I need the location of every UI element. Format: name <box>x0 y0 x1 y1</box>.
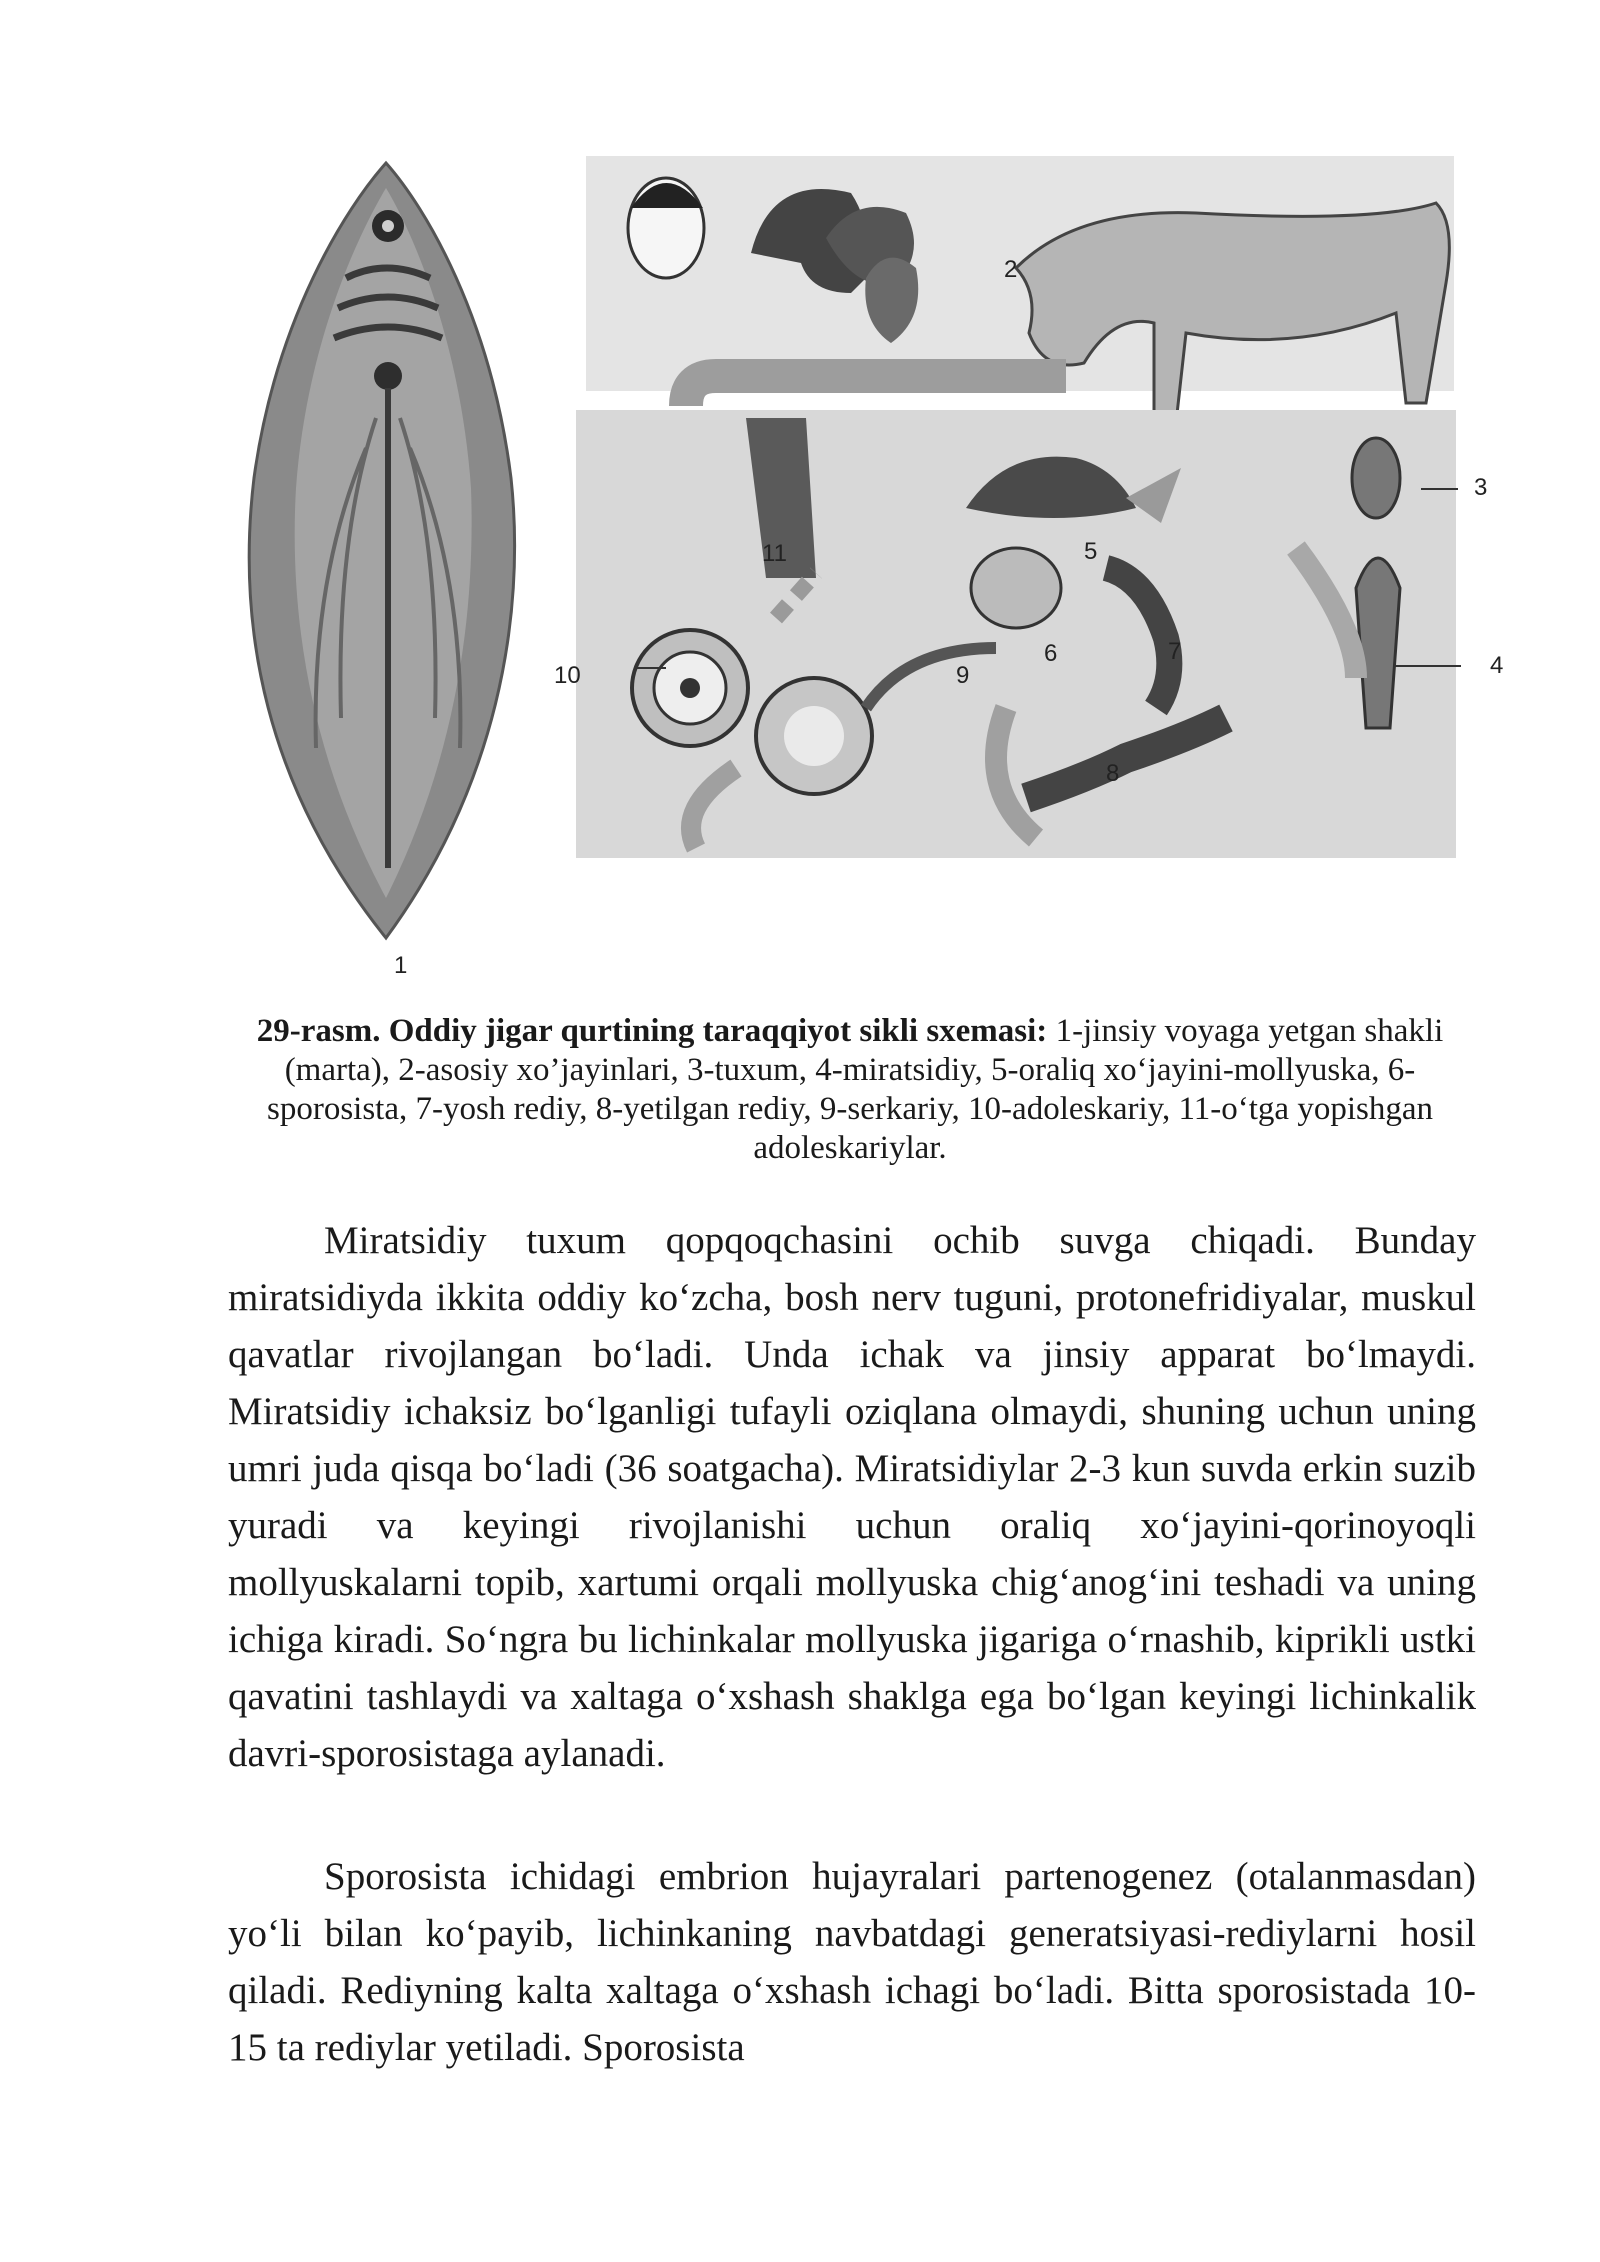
label-9: 9 <box>956 662 970 689</box>
figure-caption <box>226 1012 1474 1168</box>
life-cycle-illustration <box>226 148 1466 978</box>
cycle-panel <box>576 410 1456 858</box>
label-6: 6 <box>1044 640 1058 667</box>
label-10: 10 <box>554 662 581 689</box>
label-7: 7 <box>1168 638 1182 665</box>
hosts-panel <box>586 156 1454 423</box>
label-8: 8 <box>1106 760 1120 787</box>
life-cycle-figure <box>226 148 1504 979</box>
paragraph-2 <box>228 1848 1476 2076</box>
label-1: 1 <box>394 952 408 979</box>
paragraph-1 <box>228 1212 1476 1782</box>
paragraph-2-text: Sporosista ichidagi embrion hujayralari partenogenez (otalanmasdan) yo‘li bilan ko‘payib, lichinkaning navbatdagi generatsiyasi-rediylarni hosil qiladi. Rediyning kalta xaltaga o‘xshash ichagi bo‘ladi. Bitta sporosistada 10-15 ta rediylar yetiladi. Sporosista <box>228 1855 1476 2069</box>
caption-title: 29-rasm. Oddiy jigar qurtining taraqqiyot sikli sxemasi: <box>256 1013 1048 1049</box>
paragraph-1-text: Miratsidiy tuxum qopqoqchasini ochib suvga chiqadi. Bunday miratsidiyda ikkita oddiy ko‘zcha, bosh nerv tuguni, protonefridiyalar, muskul qavatlar rivojlangan bo‘ladi. Unda ichak va jinsiy apparat bo‘lmaydi. Miratsidiy ichaksiz bo‘lganligi tufayli oziqlana olmaydi, shuning uchun uning umri juda qisqa bo‘ladi (36 soatgacha). Miratsidiylar 2-3 kun suvda erkin suzib yuradi va keyingi rivojlanishi uchun oraliq xo‘jayini-qorinoyoqli mollyuskalarni topib, xartumi orqali mollyuska chig‘anog‘ini teshadi va uning ichiga kiradi. So‘ngra bu lichinkalar mollyuska jigariga o‘rnashib, kiprikli ustki qavatini tashlaydi va xaltaga o‘xshash shaklga ega bo‘lgan keyingi lichinkalik davri-sporosistaga aylanadi. <box>228 1219 1476 1775</box>
adult-fluke-drawing <box>249 163 514 938</box>
caption-legend: 1-jinsiy voyaga yetgan shakli (marta), 2-asosiy xo’jayinlari, 3-tuxum, 4-miratsidiy, 5-oraliq xo‘jayini-mollyuska, 6-sporosista, 7-yosh rediy, 8-yetilgan rediy, 9-serkariy, 10-adoleskariy, 11-o‘tga yopishgan adoleskariylar. <box>266 1013 1444 1166</box>
label-11: 11 <box>762 540 787 567</box>
label-4: 4 <box>1490 652 1504 679</box>
label-3: 3 <box>1474 474 1488 501</box>
label-5: 5 <box>1084 538 1098 565</box>
label-2: 2 <box>1004 256 1018 283</box>
